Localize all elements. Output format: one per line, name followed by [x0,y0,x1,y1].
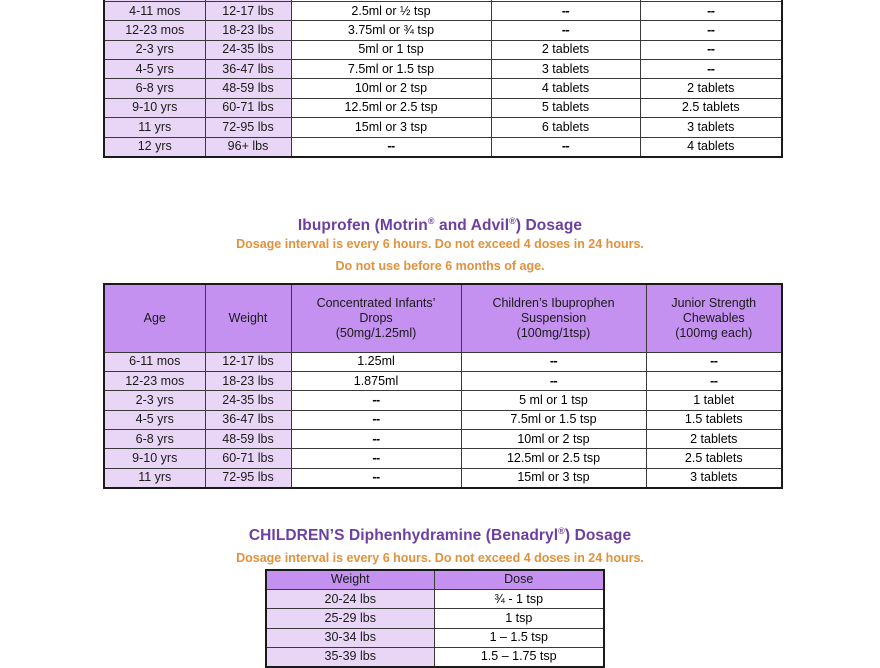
cell-dose-2: 2 tablets [491,40,640,59]
ibuprofen-title-post: ) Dosage [515,217,583,234]
table-row [104,1,782,20]
table-row [104,410,782,429]
ibuprofen-table-body [104,352,782,488]
registered-mark-icon: ® [558,525,565,536]
cell-dose-3: 3 tablets [646,468,782,487]
cell-weight: 30-34 lbs [266,628,434,647]
ibuprofen-subtitle-interval: Dosage interval is every 6 hours. Do not exceed 4 doses in 24 hours. [236,237,644,251]
acetaminophen-dosage-section [103,0,781,158]
benadryl-section-title [0,527,880,545]
table-row [104,40,782,59]
cell-age: 12-23 mos [104,21,205,40]
table-row [104,60,782,79]
table-row [104,98,782,117]
header-line-3: (100mg each) [675,325,753,340]
benadryl-table-head [266,570,604,589]
ibuprofen-subtitle-age-warning: Do not use before 6 months of age. [335,259,545,273]
table-header-row [104,284,782,352]
cell-dose-2: 5 ml or 1 tsp [461,391,646,410]
ibuprofen-title-mid: and Advil [434,217,510,234]
cell-dose-3: 2 tablets [646,430,782,449]
header-line-2: Drops [359,310,393,325]
table-row [104,391,782,410]
cell-weight: 72-95 lbs [205,468,291,487]
cell-age: 2-3 yrs [104,391,205,410]
cell-dose-3: 1 tablet [646,391,782,410]
ibuprofen-dosage-table [103,283,783,489]
cell-dose-1: -- [291,468,461,487]
cell-dose: ¾ - 1 tsp [434,589,604,608]
cell-dose-3: 3 tablets [640,118,782,137]
table-row [104,21,782,40]
cell-weight: 48-59 lbs [205,79,291,98]
header-line-3: (100mg/1tsp) [516,325,591,340]
cell-dose-3: -- [640,1,782,20]
cell-dose-1: 15ml or 3 tsp [291,118,491,137]
table-row [104,468,782,487]
column-header-weight: Weight [205,284,291,352]
cell-dose-3: -- [640,40,782,59]
cell-dose-3: -- [640,21,782,40]
table-row [104,79,782,98]
cell-dose-2: 3 tablets [491,60,640,79]
table-row [266,648,604,667]
ibuprofen-table-head [104,284,782,352]
cell-dose-3: -- [640,60,782,79]
cell-age: 4-5 yrs [104,410,205,429]
cell-dose-2: -- [491,1,640,20]
cell-weight: 12-17 lbs [205,1,291,20]
table-header-row [266,570,604,589]
benadryl-title-post: ) Dosage [564,527,632,544]
table-row [104,449,782,468]
ibuprofen-section-title [0,217,880,235]
column-header-childrens-suspension [461,284,646,352]
benadryl-table-body [266,589,604,667]
cell-dose-1: 10ml or 2 tsp [291,79,491,98]
cell-age: 6-8 yrs [104,79,205,98]
table-row [266,609,604,628]
cell-age: 9-10 yrs [104,449,205,468]
column-header-concentrated-infants-drops [291,284,461,352]
cell-weight: 18-23 lbs [205,21,291,40]
cell-dose-2: 7.5ml or 1.5 tsp [461,410,646,429]
benadryl-subtitle-interval: Dosage interval is every 6 hours. Do not exceed 4 doses in 24 hours. [236,551,644,565]
cell-dose-3: -- [646,371,782,390]
cell-weight: 48-59 lbs [205,430,291,449]
column-header-dose: Dose [434,570,604,589]
cell-dose-1: -- [291,410,461,429]
cell-age: 2-3 yrs [104,40,205,59]
table-row [104,430,782,449]
cell-age: 9-10 yrs [104,98,205,117]
cell-age: 11 yrs [104,118,205,137]
cell-weight: 20-24 lbs [266,589,434,608]
cell-dose: 1 – 1.5 tsp [434,628,604,647]
ibuprofen-title-pre: Ibuprofen (Motrin [297,217,428,234]
cell-age: 12 yrs [104,137,205,156]
header-line-2: Suspension [520,310,587,325]
ibuprofen-dosage-section [103,283,781,489]
table-row [104,371,782,390]
benadryl-dosage-table [265,569,605,668]
cell-dose-2: 5 tablets [491,98,640,117]
cell-dose-3: 2 tablets [640,79,782,98]
cell-weight: 18-23 lbs [205,371,291,390]
cell-dose-1: -- [291,391,461,410]
table-row [104,137,782,156]
registered-mark-icon: ® [509,215,516,226]
column-header-junior-strength-chewables [646,284,782,352]
table-row [104,352,782,371]
cell-weight: 24-35 lbs [205,40,291,59]
cell-dose-3: 1.5 tablets [646,410,782,429]
table-row [266,628,604,647]
cell-dose-2: -- [461,352,646,371]
cell-dose-3: 2.5 tablets [646,449,782,468]
cell-dose-1: -- [291,449,461,468]
cell-weight: 36-47 lbs [205,410,291,429]
header-line-2: Chewables [682,310,745,325]
acetaminophen-table-body [104,0,782,157]
column-header-weight: Weight [266,570,434,589]
table-row [266,589,604,608]
cell-weight: 60-71 lbs [205,98,291,117]
cell-age: 6-11 mos [104,352,205,371]
cell-dose: 1.5 – 1.75 tsp [434,648,604,667]
cell-dose-2: 4 tablets [491,79,640,98]
header-line-1: Junior Strength [671,296,757,311]
cell-dose-3: -- [646,352,782,371]
cell-weight: 72-95 lbs [205,118,291,137]
cell-age: 4-5 yrs [104,60,205,79]
cell-weight: 24-35 lbs [205,391,291,410]
cell-weight: 60-71 lbs [205,449,291,468]
header-line-1: Concentrated Infants’ [316,296,436,311]
benadryl-title-pre: CHILDREN’S Diphenhydramine (Benadryl [248,527,559,544]
cell-weight: 96+ lbs [205,137,291,156]
cell-dose-3: 2.5 tablets [640,98,782,117]
benadryl-dosage-section [265,569,603,668]
cell-dose: 1 tsp [434,609,604,628]
registered-mark-icon: ® [427,215,435,226]
cell-age: 11 yrs [104,468,205,487]
acetaminophen-dosage-table [103,0,783,158]
header-line-3: (50mg/1.25ml) [335,325,417,340]
table-row [104,118,782,137]
cell-dose-1: 1.875ml [291,371,461,390]
cell-dose-3: 4 tablets [640,137,782,156]
cell-dose-2: 12.5ml or 2.5 tsp [461,449,646,468]
cell-dose-1: 2.5ml or ½ tsp [291,1,491,20]
cell-dose-1: 5ml or 1 tsp [291,40,491,59]
column-header-age: Age [104,284,205,352]
cell-age: 4-11 mos [104,1,205,20]
cell-age: 12-23 mos [104,371,205,390]
cell-dose-2: 6 tablets [491,118,640,137]
cell-dose-1: 12.5ml or 2.5 tsp [291,98,491,117]
cell-weight: 36-47 lbs [205,60,291,79]
cell-dose-2: 15ml or 3 tsp [461,468,646,487]
cell-dose-1: 7.5ml or 1.5 tsp [291,60,491,79]
cell-dose-2: -- [491,21,640,40]
cell-dose-2: 10ml or 2 tsp [461,430,646,449]
cell-weight: 12-17 lbs [205,352,291,371]
cell-dose-1: 3.75ml or ¾ tsp [291,21,491,40]
cell-dose-1: -- [291,137,491,156]
cell-weight: 25-29 lbs [266,609,434,628]
cell-age: 6-8 yrs [104,430,205,449]
cell-dose-2: -- [461,371,646,390]
cell-dose-1: -- [291,430,461,449]
header-line-1: Children’s Ibuprophen [492,296,615,311]
cell-dose-1: 1.25ml [291,352,461,371]
cell-dose-2: -- [491,137,640,156]
cell-weight: 35-39 lbs [266,648,434,667]
